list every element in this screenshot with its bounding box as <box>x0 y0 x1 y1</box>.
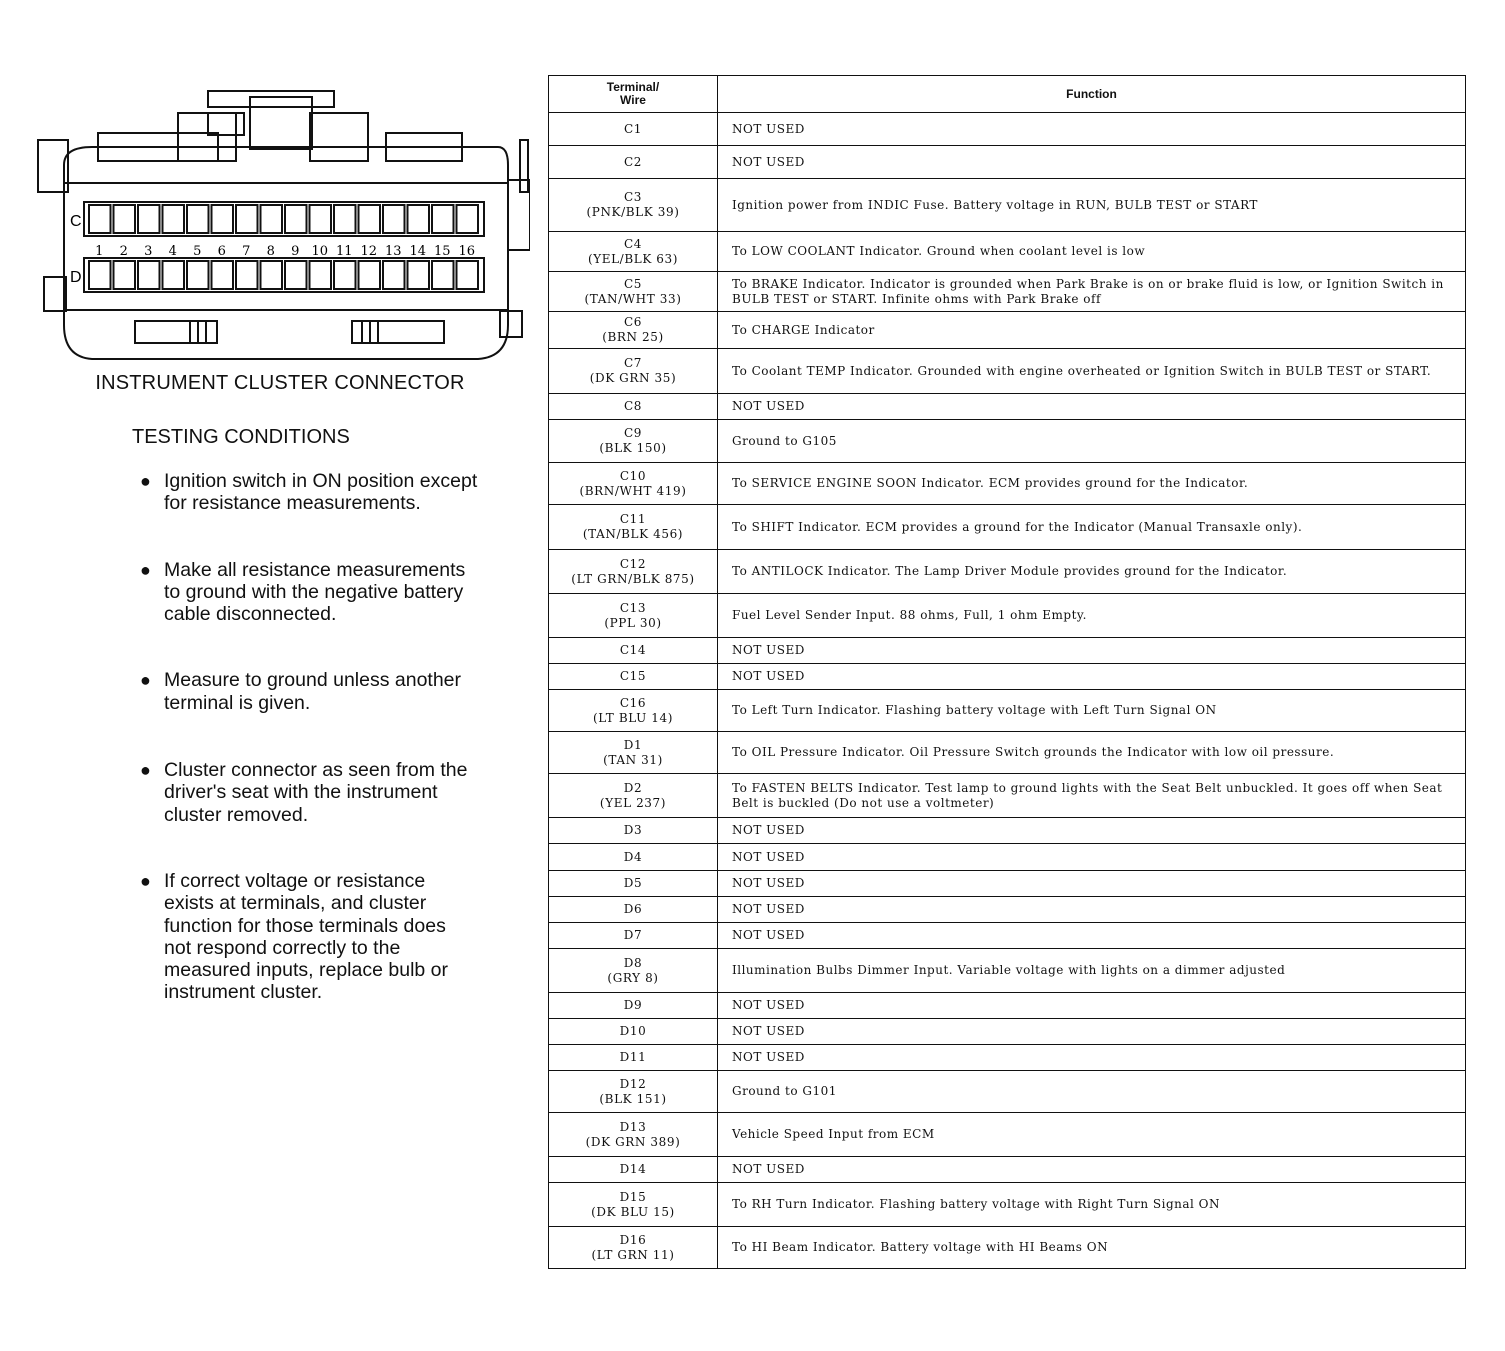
terminal-id: D10 <box>619 1024 647 1038</box>
function-cell: NOT USED <box>718 1045 1466 1071</box>
latch-right <box>310 113 368 161</box>
terminal-cell <box>549 550 718 594</box>
pin-cavity <box>187 261 209 289</box>
table-row <box>549 871 1466 897</box>
terminal-id: D6 <box>623 902 643 916</box>
terminal-id: D11 <box>619 1050 647 1064</box>
connector-caption: INSTRUMENT CLUSTER CONNECTOR <box>95 372 465 394</box>
function-cell: Vehicle Speed Input from ECM <box>718 1113 1466 1157</box>
pin-number: 13 <box>384 244 402 259</box>
pin-cavity <box>457 205 479 233</box>
table-row <box>549 420 1466 463</box>
terminal-cell <box>549 594 718 638</box>
terminal-cell <box>549 420 718 463</box>
terminal-cell <box>549 272 718 312</box>
function-cell: To OIL Pressure Indicator. Oil Pressure Switch grounds the Indicator with low oil pressure. <box>718 732 1466 774</box>
terminal-cell <box>549 871 718 897</box>
terminal-cell <box>549 690 718 732</box>
wire-color-circuit: (TAN/WHT 33) <box>584 291 682 306</box>
terminal-id: D5 <box>623 876 643 890</box>
table-row <box>549 550 1466 594</box>
terminal-id: C11 <box>619 512 647 526</box>
table-row <box>549 638 1466 664</box>
table-row <box>549 179 1466 232</box>
wire-color-circuit: (LT GRN/BLK 875) <box>571 571 695 586</box>
table-row <box>549 594 1466 638</box>
table-row <box>549 113 1466 146</box>
right-small-ear <box>500 311 522 337</box>
terminal-id: D3 <box>623 823 643 837</box>
pin-number: 4 <box>168 244 177 259</box>
terminal-cell <box>549 732 718 774</box>
pin-number: 16 <box>458 244 476 259</box>
table-row <box>549 818 1466 844</box>
terminal-cell <box>549 1019 718 1045</box>
terminal-cell <box>549 179 718 232</box>
table-row <box>549 272 1466 312</box>
function-cell: NOT USED <box>718 394 1466 420</box>
function-cell: Ground to G101 <box>718 1071 1466 1113</box>
pin-cavity <box>408 261 430 289</box>
wire-color-circuit: (DK GRN 35) <box>589 371 677 385</box>
testing-condition-item: ● Cluster connector as seen from the driver's seat with the instrument cluster removed. <box>140 759 468 826</box>
wire-color-circuit: (LT BLU 14) <box>592 710 674 725</box>
table-row <box>549 993 1466 1019</box>
wire-color-circuit: (BLK 151) <box>599 1091 667 1106</box>
function-cell: NOT USED <box>718 113 1466 146</box>
pin-cavity <box>359 261 381 289</box>
wire-color-circuit: (PNK/BLK 39) <box>586 205 680 219</box>
function-cell: NOT USED <box>718 993 1466 1019</box>
pin-row-d <box>84 258 484 292</box>
wire-color-circuit: (BLK 150) <box>599 441 667 455</box>
pin-number: 14 <box>409 244 427 259</box>
function-cell: NOT USED <box>718 1019 1466 1045</box>
terminal-id: C3 <box>623 190 643 204</box>
latch-top <box>208 91 334 107</box>
pin-cavity <box>89 205 111 233</box>
wire-color-circuit: (DK BLU 15) <box>591 1204 675 1219</box>
wire-color-circuit: (YEL/BLK 63) <box>587 251 679 266</box>
pin-number: 3 <box>144 244 153 259</box>
pin-cavity <box>89 261 111 289</box>
terminal-id: D15 <box>619 1189 647 1204</box>
terminal-cell <box>549 949 718 993</box>
testing-condition-item: ● If correct voltage or resistance exists at terminals, and cluster function for those terminals does not respond correctly to the measured inputs, replace bulb or instrument cluster. <box>140 869 448 1004</box>
table-header-row <box>549 76 1466 113</box>
pin-cavity <box>310 205 332 233</box>
pin-cavity <box>212 205 234 233</box>
pin-cavity <box>163 261 185 289</box>
terminal-id: D7 <box>623 928 643 942</box>
pin-cavity <box>163 205 185 233</box>
wire-color-circuit: (TAN 31) <box>603 752 663 767</box>
terminal-cell <box>549 638 718 664</box>
left-small-ear <box>44 277 66 311</box>
terminal-id: D4 <box>623 849 643 864</box>
terminal-cell <box>549 923 718 949</box>
terminal-cell <box>549 232 718 272</box>
terminal-id: D1 <box>623 737 643 752</box>
terminal-id: D12 <box>619 1076 647 1091</box>
pin-cavity <box>187 205 209 233</box>
terminal-id: C8 <box>623 399 643 413</box>
wire-color-circuit: (GRY 8) <box>607 970 659 985</box>
function-cell: NOT USED <box>718 923 1466 949</box>
wire-color-circuit: (LT GRN 11) <box>591 1247 675 1262</box>
pin-cavity <box>408 205 430 233</box>
function-cell: NOT USED <box>718 638 1466 664</box>
function-cell: To LOW COOLANT Indicator. Ground when coolant level is low <box>718 232 1466 272</box>
terminal-cell <box>549 774 718 818</box>
wire-color-circuit: (PPL 30) <box>604 615 662 630</box>
terminal-cell <box>549 349 718 394</box>
pin-cavity <box>114 205 136 233</box>
testing-conditions-list <box>138 470 478 1004</box>
terminal-cell <box>549 993 718 1019</box>
terminal-id: C5 <box>623 276 643 291</box>
pin-cavity <box>138 205 160 233</box>
table-row <box>549 394 1466 420</box>
pin-cavity <box>212 261 234 289</box>
table-row <box>549 1045 1466 1071</box>
table-row <box>549 897 1466 923</box>
terminal-id: C1 <box>623 121 643 136</box>
pin-cavity <box>310 261 332 289</box>
left-panel <box>0 0 540 1351</box>
table-row <box>549 1113 1466 1157</box>
terminal-cell <box>549 1157 718 1183</box>
terminal-cell <box>549 394 718 420</box>
pin-cavity <box>383 205 405 233</box>
terminal-id: D14 <box>619 1162 647 1176</box>
function-cell: To HI Beam Indicator. Battery voltage with HI Beams ON <box>718 1227 1466 1269</box>
function-cell: To ANTILOCK Indicator. The Lamp Driver Module provides ground for the Indicator. <box>718 550 1466 594</box>
terminal-id: C4 <box>623 236 643 251</box>
pin-number: 9 <box>291 244 300 259</box>
pin-cavity <box>261 205 283 233</box>
table-row <box>549 774 1466 818</box>
pin-cavity <box>138 261 160 289</box>
terminal-id: C14 <box>619 643 647 657</box>
terminal-function-table <box>548 75 1466 1269</box>
terminal-id: C2 <box>623 154 643 169</box>
function-cell: To Coolant TEMP Indicator. Grounded with engine overheated or Ignition Switch in BULB TEST or START. <box>718 349 1466 394</box>
function-cell: To FASTEN BELTS Indicator. Test lamp to ground lights with the Seat Belt unbuckled. It goes off when Seat Belt is buckled (Do not use a voltmeter) <box>718 774 1466 818</box>
terminal-cell <box>549 1183 718 1227</box>
testing-condition-item: ● Ignition switch in ON position except for resistance measurements. <box>140 470 478 515</box>
table-row <box>549 923 1466 949</box>
wire-color-circuit: (BRN 25) <box>602 330 664 344</box>
terminal-cell <box>549 818 718 844</box>
terminal-id: D2 <box>623 780 643 795</box>
bullet-icon: ● <box>140 870 151 891</box>
table-row <box>549 505 1466 550</box>
terminal-id: C6 <box>623 315 643 329</box>
terminal-id: C13 <box>619 600 647 615</box>
header-terminal-wire: Terminal/ Wire <box>549 76 718 113</box>
function-cell: Fuel Level Sender Input. 88 ohms, Full, 1 ohm Empty. <box>718 594 1466 638</box>
pin-number: 1 <box>95 244 104 259</box>
header-function: Function <box>718 76 1466 113</box>
terminal-cell <box>549 146 718 179</box>
table-row <box>549 1227 1466 1269</box>
pin-cavity <box>236 205 258 233</box>
bullet-icon: ● <box>140 559 151 580</box>
lock-right <box>352 321 444 343</box>
pin-number-labels <box>95 244 475 259</box>
bullet-icon: ● <box>140 760 151 781</box>
table-row <box>549 146 1466 179</box>
bullet-icon: ● <box>140 670 151 691</box>
terminal-cell <box>549 664 718 690</box>
function-cell: To RH Turn Indicator. Flashing battery voltage with Right Turn Signal ON <box>718 1183 1466 1227</box>
wire-color-circuit: (DK GRN 389) <box>585 1134 681 1149</box>
pin-cavity <box>114 261 136 289</box>
terminal-id: C12 <box>619 556 647 571</box>
terminal-cell <box>549 1227 718 1269</box>
testing-condition-item: ● Measure to ground unless another terminal is given. <box>140 669 462 714</box>
wire-color-circuit: (TAN/BLK 456) <box>582 527 684 541</box>
table-row <box>549 1157 1466 1183</box>
table-row <box>549 1183 1466 1227</box>
function-cell: Ground to G105 <box>718 420 1466 463</box>
connector-diagram <box>30 85 530 370</box>
pin-cavity <box>285 261 307 289</box>
table-row <box>549 232 1466 272</box>
row-label-d: D <box>70 269 82 286</box>
terminal-cell <box>549 312 718 349</box>
table-row <box>549 949 1466 993</box>
pin-cavity <box>334 261 356 289</box>
terminal-id: D9 <box>623 998 643 1012</box>
terminal-cell <box>549 1113 718 1157</box>
wire-color-circuit: (BRN/WHT 419) <box>579 483 687 498</box>
function-cell: To SHIFT Indicator. ECM provides a ground for the Indicator (Manual Transaxle only). <box>718 505 1466 550</box>
pin-number: 11 <box>335 244 353 259</box>
function-cell: Illumination Bulbs Dimmer Input. Variable voltage with lights on a dimmer adjusted <box>718 949 1466 993</box>
pin-cavity <box>432 205 454 233</box>
function-cell: To CHARGE Indicator <box>718 312 1466 349</box>
table-row <box>549 664 1466 690</box>
pin-cavity <box>457 261 479 289</box>
pin-cavity <box>261 261 283 289</box>
table-row <box>549 1071 1466 1113</box>
bullet-icon: ● <box>140 471 151 491</box>
terminal-cell <box>549 1071 718 1113</box>
terminal-id: C7 <box>623 356 643 370</box>
latch-center <box>250 97 312 149</box>
function-cell: NOT USED <box>718 818 1466 844</box>
function-cell: NOT USED <box>718 897 1466 923</box>
row-label-c: C <box>70 213 82 230</box>
terminal-id: D8 <box>623 955 643 970</box>
pin-row-c <box>84 202 484 236</box>
table-row <box>549 844 1466 871</box>
function-cell: To BRAKE Indicator. Indicator is grounded when Park Brake is on or brake fluid is low, or Ignition Switch in BULB TEST or START. Infinite ohms with Park Brake off <box>718 272 1466 312</box>
terminal-cell <box>549 463 718 505</box>
wire-color-circuit: (YEL 237) <box>599 795 667 810</box>
pin-number: 2 <box>119 244 128 259</box>
pin-cavity <box>432 261 454 289</box>
terminal-cell <box>549 113 718 146</box>
terminal-cell <box>549 844 718 871</box>
lock-left <box>135 321 217 343</box>
pin-number: 8 <box>266 244 275 259</box>
terminal-id: C10 <box>619 468 647 483</box>
table-row <box>549 690 1466 732</box>
terminal-id: C9 <box>623 426 643 440</box>
pin-cavity <box>359 205 381 233</box>
pin-cavity <box>334 205 356 233</box>
function-cell: Ignition power from INDIC Fuse. Battery voltage in RUN, BULB TEST or START <box>718 179 1466 232</box>
table-row <box>549 312 1466 349</box>
terminal-id: C16 <box>619 695 647 710</box>
pin-number: 7 <box>242 244 251 259</box>
table-row <box>549 463 1466 505</box>
table-row <box>549 732 1466 774</box>
pin-number: 6 <box>217 244 226 259</box>
terminal-id: D13 <box>619 1119 647 1134</box>
pin-cavity <box>383 261 405 289</box>
function-cell: NOT USED <box>718 1157 1466 1183</box>
terminal-cell <box>549 505 718 550</box>
terminal-id: D16 <box>619 1232 647 1247</box>
pin-cavity <box>236 261 258 289</box>
testing-conditions-title: TESTING CONDITIONS <box>132 426 350 448</box>
function-cell: NOT USED <box>718 664 1466 690</box>
function-cell: NOT USED <box>718 844 1466 871</box>
table-row <box>549 349 1466 394</box>
pin-number: 15 <box>433 244 451 259</box>
function-cell: NOT USED <box>718 146 1466 179</box>
terminal-id: C15 <box>619 669 647 683</box>
table-row <box>549 1019 1466 1045</box>
terminal-cell <box>549 1045 718 1071</box>
testing-condition-item: ● Make all resistance measurements to ground with the negative battery cable disconnected. <box>140 558 466 626</box>
pin-number: 5 <box>193 244 202 259</box>
pin-number: 10 <box>311 244 329 259</box>
pin-cavity <box>285 205 307 233</box>
pin-number: 12 <box>360 244 378 259</box>
terminal-cell <box>549 897 718 923</box>
function-cell: To Left Turn Indicator. Flashing battery voltage with Left Turn Signal ON <box>718 690 1466 732</box>
function-cell: NOT USED <box>718 871 1466 897</box>
function-cell: To SERVICE ENGINE SOON Indicator. ECM provides ground for the Indicator. <box>718 463 1466 505</box>
